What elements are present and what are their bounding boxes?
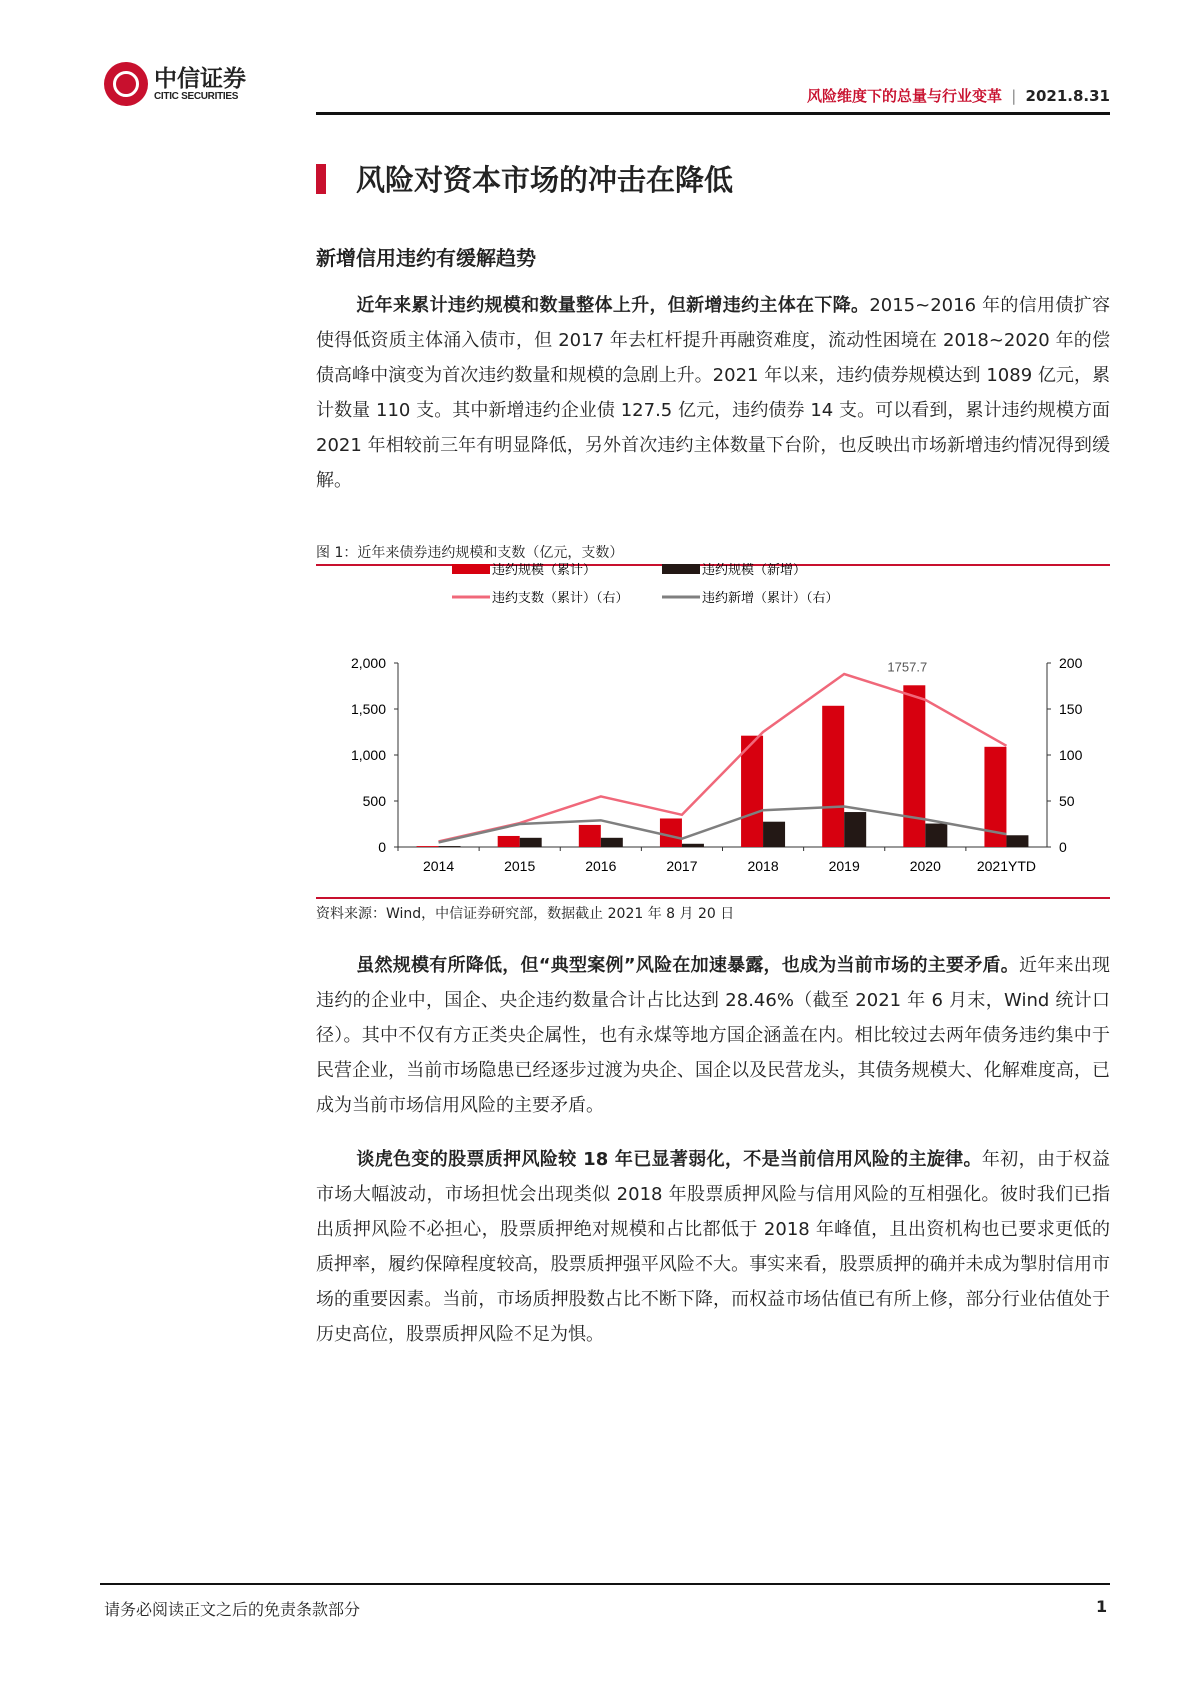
para3-text: 年初，由于权益市场大幅波动，市场担忧会出现类似 2018 年股票质押风险与信用风险的互相强化。彼时我们已指出质押风险不必担心，股票质押绝对规模和占比都低于 2018 年峰值，且出资机构也已要求更低的质押率，履约保障程度较高，股票质押强平风险不大。事实来看，股票质押的确并未成为掣肘信用市场的重要因素。当前，市场质押股数占比不断下降，而权益市场估值已有所上修，部分行业估值处于历史高位，股票质押风险不足为惧。 [316,1149,1110,1345]
x-tick-label: 2019 [828,858,860,874]
legend-label: 违约新增（累计）（右） [702,590,839,605]
y-tick-label-left: 1,500 [350,701,386,717]
section-marker [316,164,326,194]
bar-cumulative [498,836,520,847]
x-tick-label: 2021YTD [976,858,1037,874]
bar-new [682,844,704,847]
x-tick-label: 2018 [747,858,779,874]
bar-new [763,822,785,847]
header-separator: | [1011,87,1017,105]
source-rule [316,897,1110,899]
default-chart [316,562,1110,890]
y-tick-label-right: 50 [1059,793,1075,809]
bar-cumulative [417,846,439,847]
legend-label: 违约规模（累计） [492,562,597,577]
header-right [807,85,1110,106]
legend-swatch [452,564,490,574]
logo-cn: 中信证券 [154,64,246,92]
para2-text: 近年来出现违约的企业中，国企、央企违约数量合计占比达到 28.46%（截至 2021 年 6 月末，Wind 统计口径）。其中不仅有方正类央企属性，也有永煤等地方国企涵盖在内。相比较过去两年债务违约集中于民营企业，当前市场隐患已经逐步过渡为央企、国企以及民营龙头，其债务规模大、化解难度高，已成为当前市场信用风险的主要矛盾。 [316,955,1110,1116]
bar-cumulative [579,825,601,847]
bar-new [844,812,866,847]
y-tick-label-right: 0 [1059,839,1067,855]
citic-logo [104,62,246,106]
figure-caption: 图 1：近年来债券违约规模和支数（亿元，支数） [316,545,624,561]
report-title: 风险维度下的总量与行业变革 [806,87,1002,105]
paragraph-2 [316,948,1110,1123]
y-tick-label-right: 150 [1059,701,1083,717]
para2-lead: 虽然规模有所降低，但“典型案例”风险在加速暴露，也成为当前市场的主要矛盾。 [356,955,1020,976]
y-tick-label-right: 200 [1059,655,1083,671]
para1-lead: 近年来累计违约规模和数量整体上升，但新增违约主体在下降。 [356,295,870,316]
para3-lead: 谈虎色变的股票质押风险较 18 年已显著弱化，不是当前信用风险的主旋律。 [356,1149,982,1170]
subsection-title: 新增信用违约有缓解趋势 [316,246,536,270]
section-title: 风险对资本市场的冲击在降低 [356,163,734,197]
report-date: 2021.8.31 [1025,87,1110,105]
data-label: 1757.7 [887,659,928,675]
section-heading [316,158,733,199]
x-tick-label: 2020 [909,858,941,874]
citic-logo-icon [104,62,148,106]
y-tick-label-left: 500 [362,793,386,809]
x-tick-label: 2014 [422,858,455,874]
x-tick-label: 2017 [666,858,698,874]
paragraph-3 [316,1142,1110,1352]
paragraph-1 [316,288,1110,498]
page-number: 1 [1096,1597,1108,1616]
legend-swatch [662,564,700,574]
footer-disclaimer: 请务必阅读正文之后的免责条款部分 [104,1600,361,1619]
para1-text: 2015~2016 年的信用债扩容使得低资质主体涌入债市，但 2017 年去杠杆提升再融资难度，流动性困境在 2018~2020 年的偿债高峰中演变为首次违约数量和规模的急剧上升。2021 年以来，违约债券规模达到 1089 亿元，累计数量 110 支。其中新增违约企业债 127.5 亿元，违约债券 14 支。可以看到，累计违约规模方面 2021 年相较前三年有明显降低，另外首次违约主体数量下台阶，也反映出市场新增违约情况得到缓解。 [316,295,1110,491]
y-tick-label-left: 2,000 [350,655,386,671]
bar-cumulative [822,706,844,847]
logo-en: CITIC SECURITIES [154,90,239,102]
bar-cumulative [903,685,925,847]
legend-label: 违约支数（累计）（右） [492,590,629,605]
y-tick-label-left: 1,000 [350,747,386,763]
figure-source: 资料来源：Wind，中信证券研究部，数据截止 2021 年 8 月 20 日 [316,906,735,922]
footer-divider [100,1583,1110,1585]
bar-new [601,838,623,847]
y-tick-label-left: 0 [378,839,386,855]
bar-new [1006,835,1028,847]
bar-new [520,838,542,847]
x-tick-label: 2016 [585,858,617,874]
x-tick-label: 2015 [504,858,536,874]
bar-new [439,846,461,847]
y-tick-label-right: 100 [1059,747,1083,763]
legend-label: 违约规模（新增） [702,562,807,577]
header-divider [316,112,1110,115]
bar-cumulative [660,818,682,847]
bar-new [925,824,947,847]
